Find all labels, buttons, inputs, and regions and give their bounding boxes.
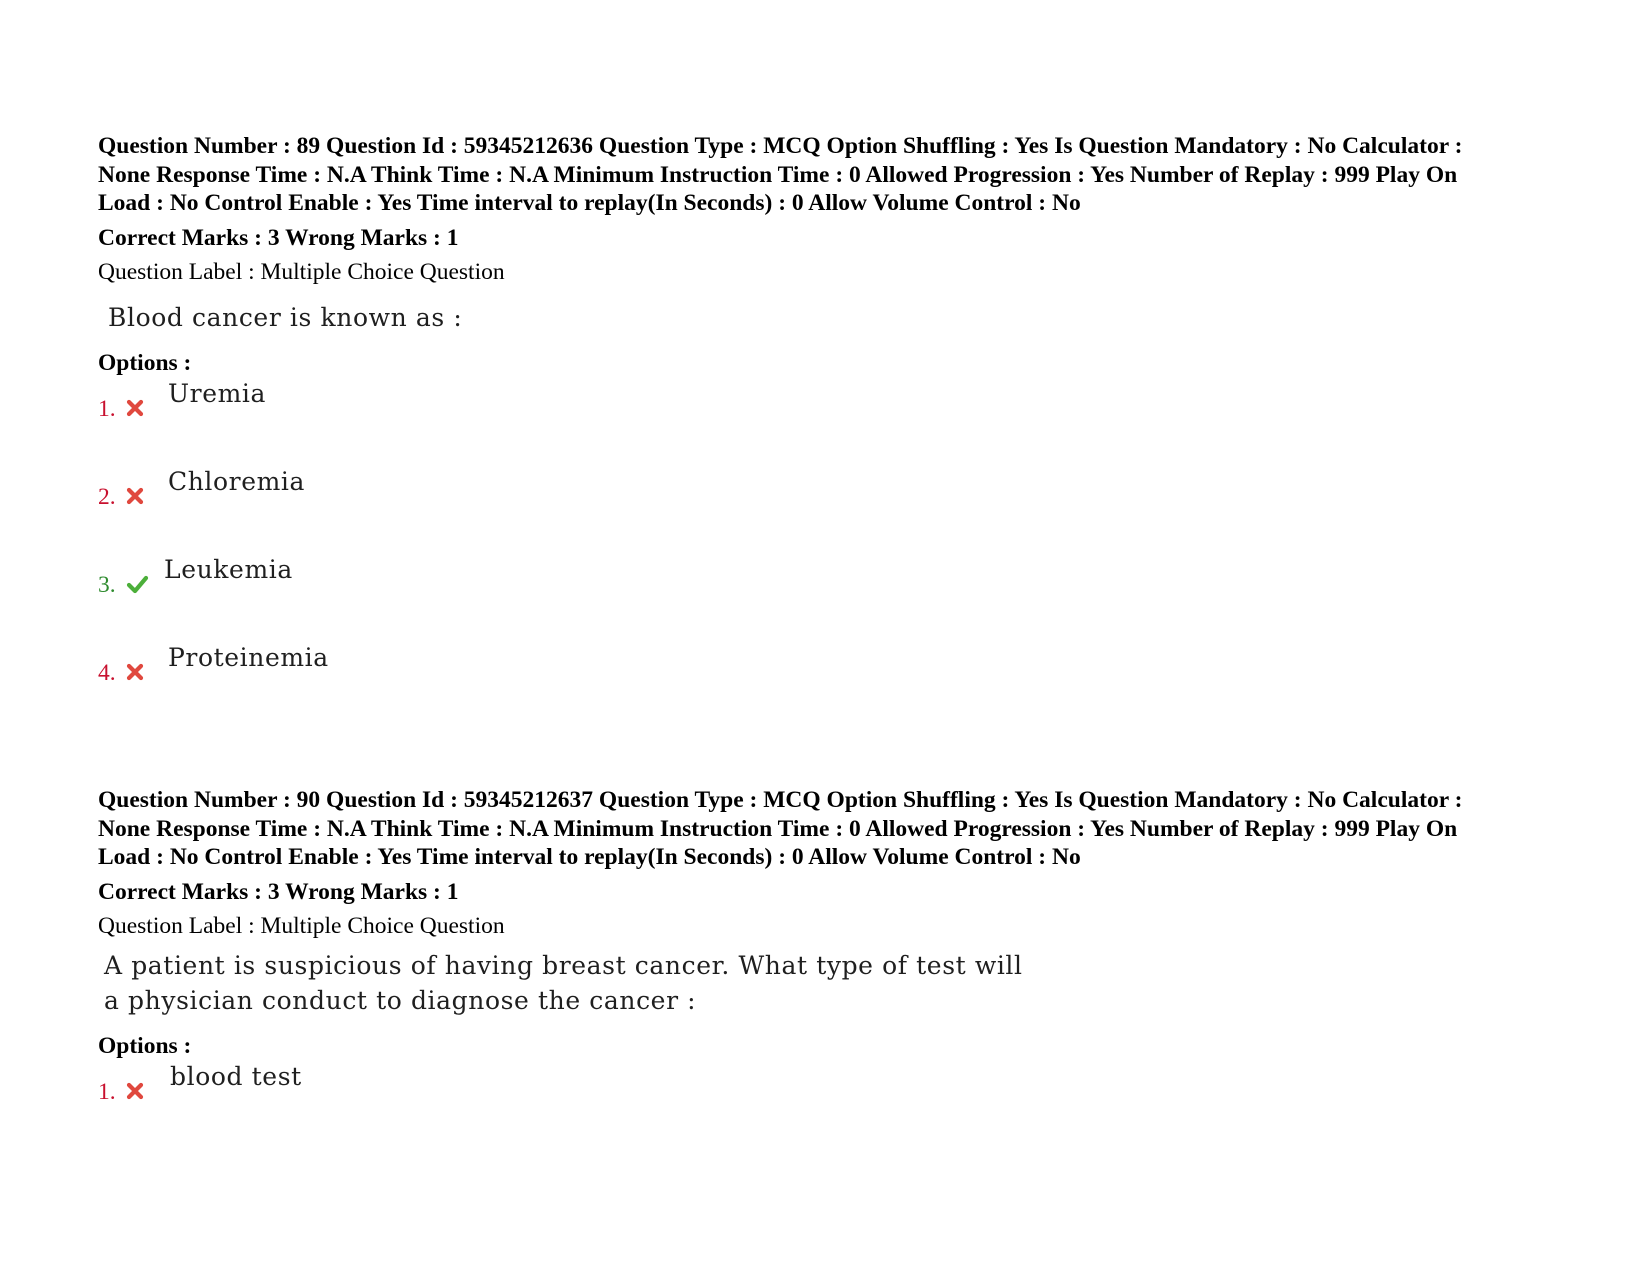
question-meta-line: None Response Time : N.A Think Time : N.A Minimum Instruction Time : 0 Allowed Progression : Yes Number of Replay : 999 Play On <box>98 815 1458 842</box>
cross-icon <box>124 661 146 683</box>
question-text: Blood cancer is known as : <box>108 302 463 332</box>
option-number: 4. <box>98 659 116 686</box>
question-meta-line: Question Number : 90 Question Id : 59345212637 Question Type : MCQ Option Shuffling : Yes Is Question Mandatory : No Calculator : <box>98 787 1463 813</box>
question-text: A patient is suspicious of having breast cancer. What type of test will <box>104 950 1023 980</box>
option-text: Uremia <box>168 378 267 408</box>
cross-icon <box>124 397 146 419</box>
question-block-89 <box>98 132 1568 729</box>
options-heading: Options : <box>98 1032 192 1059</box>
cross-icon <box>124 1080 146 1102</box>
marks-line: Correct Marks : 3 Wrong Marks : 1 <box>98 224 459 251</box>
option-text: Chloremia <box>168 466 306 496</box>
option-text: Proteinemia <box>168 642 329 672</box>
option-number: 1. <box>98 395 116 422</box>
option-text: Leukemia <box>164 554 293 584</box>
check-icon <box>124 573 150 595</box>
options-heading: Options : <box>98 349 192 376</box>
option-item <box>98 641 1568 729</box>
question-meta-line: Load : No Control Enable : Yes Time interval to replay(In Seconds) : 0 Allow Volume Control : No <box>98 844 1081 870</box>
question-meta-line: Question Number : 89 Question Id : 59345212636 Question Type : MCQ Option Shuffling : Yes Is Question Mandatory : No Calculator : <box>98 133 1463 159</box>
question-meta-line: Load : No Control Enable : Yes Time interval to replay(In Seconds) : 0 Allow Volume Control : No <box>98 190 1081 216</box>
question-label: Question Label : Multiple Choice Question <box>98 912 505 939</box>
option-text: blood test <box>170 1061 302 1091</box>
question-text: a physician conduct to diagnose the cancer : <box>104 985 697 1015</box>
question-block-90 <box>98 786 1568 1148</box>
option-item <box>98 1060 1568 1148</box>
option-number: 2. <box>98 483 116 510</box>
option-number: 3. <box>98 571 116 598</box>
option-item <box>98 377 1568 465</box>
option-number: 1. <box>98 1078 116 1105</box>
option-item <box>98 553 1568 641</box>
option-item <box>98 465 1568 553</box>
cross-icon <box>124 485 146 507</box>
question-label: Question Label : Multiple Choice Question <box>98 258 505 285</box>
question-meta-line: None Response Time : N.A Think Time : N.A Minimum Instruction Time : 0 Allowed Progression : Yes Number of Replay : 999 Play On <box>98 161 1458 188</box>
marks-line: Correct Marks : 3 Wrong Marks : 1 <box>98 878 459 905</box>
